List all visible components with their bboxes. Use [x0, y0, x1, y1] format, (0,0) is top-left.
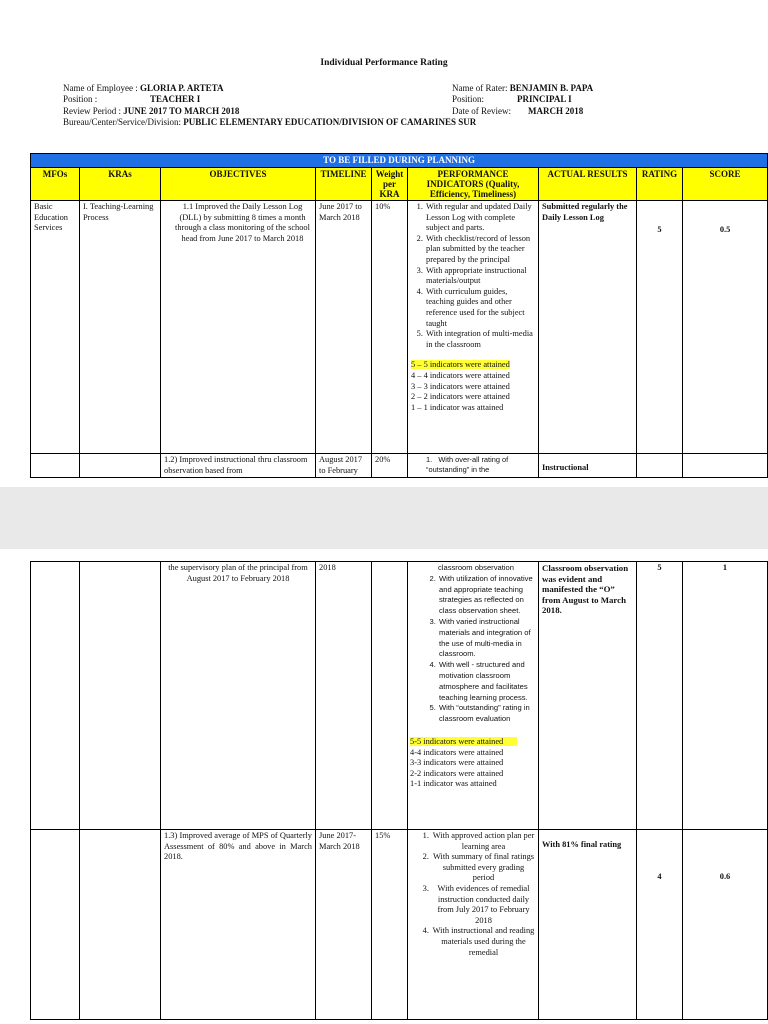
indicator-lead: classroom observation: [438, 563, 514, 572]
list-item: 4. With instructional and reading materials used during the remedial: [431, 926, 535, 958]
planning-band-row: [31, 154, 768, 168]
list-item: 2. With checklist/record of lesson plan submitted by the teacher prepared by the principal: [425, 234, 535, 266]
indicators-cell: [408, 201, 539, 454]
scale-line-highlighted: 5 – 5 indicators were attained: [411, 360, 510, 370]
list-item: 3. With appropriate instructional materials/output: [425, 266, 535, 287]
rater-label: Name of Rater:: [452, 83, 510, 93]
position-label: Position :: [63, 94, 98, 104]
scale-line: 4-4 indicators were attained: [410, 747, 504, 757]
weight-cell: 15%: [372, 830, 408, 1020]
indicator-list: [410, 574, 536, 725]
document-title: Individual Performance Rating: [320, 58, 448, 68]
col-rating: RATING: [637, 168, 683, 201]
col-weight: Weight per KRA: [372, 168, 408, 201]
bureau-label: Bureau/Center/Service/Division:: [63, 117, 184, 127]
rater-position-value: PRINCIPAL I: [517, 94, 572, 104]
list-item: 4. With well - structured and motivation classroom atmosphere and facilitates teaching learning process.: [438, 660, 536, 703]
objective-cell: 1.1 Improved the Daily Lesson Log (DLL) by submitting 8 times a month through a class monitoring of the school head from June 2017 to March 2018: [161, 201, 316, 454]
score-cell: 0.5: [683, 201, 768, 454]
kra-cell: I. Teaching-Learning Process: [80, 201, 161, 454]
performance-table-page-2: [30, 561, 768, 1020]
rating-cell: 4: [637, 830, 683, 1020]
table-row: [31, 201, 768, 454]
mfo-cell: Basic Education Services: [31, 201, 80, 454]
score-cell: 1: [683, 562, 768, 830]
indicators-cell: [408, 562, 539, 830]
list-item: 4. With curriculum guides, teaching guides and other reference used for the subject taught: [425, 287, 535, 329]
rating-scale: [410, 737, 536, 790]
objective-cell: 1.2) Improved instructional thru classroom observation based from: [161, 454, 316, 478]
table-row: [31, 454, 768, 478]
indicator-text: With over-all rating of “outstanding” in the: [426, 455, 509, 474]
document-page-2: [0, 549, 768, 1024]
list-item: 3. With varied instructional materials and integration of the use of multi-media in classroom.: [438, 617, 536, 660]
employee-label: Name of Employee :: [63, 83, 140, 93]
scale-line: 3-3 indicators were attained: [410, 758, 504, 768]
document-page-1: [0, 0, 768, 487]
objective-cell: the supervisory plan of the principal from August 2017 to February 2018: [161, 562, 316, 830]
weight-cell: 10%: [372, 201, 408, 454]
table-row: [31, 562, 768, 830]
objective-cell: 1.3) Improved average of MPS of Quarterly Assessment of 80% and above in March 2018.: [161, 830, 316, 1020]
list-item: 5. With integration of multi-media in the classroom: [425, 329, 535, 350]
scale-line: 3 – 3 indicators were attained: [411, 381, 510, 391]
weight-cell: 20%: [372, 454, 408, 478]
rater-name-line: [452, 83, 593, 95]
rater-position-label: Position:: [452, 94, 485, 104]
employee-name-line: [63, 83, 223, 95]
timeline-cell: 2018: [316, 562, 372, 830]
rater-name: BENJAMIN B. PAPA: [509, 83, 594, 93]
scale-line: 2 – 2 indicators were attained: [411, 392, 510, 402]
actual-result-cell: Instructional: [539, 454, 637, 478]
bureau-line: [63, 117, 476, 129]
review-period-label: Review Period :: [63, 106, 124, 116]
score-cell: 0.6: [683, 830, 768, 1020]
scale-line-highlighted: 5-5 indicators were attained: [410, 737, 517, 746]
review-date-value: MARCH 2018: [528, 106, 584, 116]
list-item: 3. With evidences of remedial instruction conducted daily from July 2017 to February 2018: [431, 884, 535, 926]
actual-result-cell: Submitted regularly the Daily Lesson Log: [539, 201, 637, 454]
col-kras: KRAs: [80, 168, 161, 201]
indicators-cell: [408, 830, 539, 1020]
review-period-line: [63, 106, 239, 118]
list-item: 1. With approved action plan per learning area: [431, 831, 535, 852]
planning-band: TO BE FILLED DURING PLANNING: [31, 154, 768, 168]
rating-scale: [411, 360, 535, 413]
list-item: 5. With “outstanding” rating in classroom evaluation: [438, 703, 536, 725]
list-item: 1. With regular and updated Daily Lesson Log with complete subject and parts.: [425, 202, 535, 234]
rating-cell: 5: [637, 562, 683, 830]
table-row: [31, 830, 768, 1020]
scale-line: 2-2 indicators were attained: [410, 768, 504, 778]
col-mfos: MFOs: [31, 168, 80, 201]
review-date-label: Date of Review:: [452, 106, 511, 116]
scale-line: 1 – 1 indicator was attained: [411, 402, 504, 412]
indicator-list: [411, 202, 535, 350]
list-item: 2. With summary of final ratings submitted every grading period: [431, 852, 535, 884]
col-score: SCORE: [683, 168, 768, 201]
actual-result-cell: Classroom observation was evident and manifested the “O” from August to March 2018.: [539, 562, 637, 830]
indicator-list: [411, 831, 535, 958]
scale-line: 1-1 indicator was attained: [410, 779, 497, 789]
timeline-cell: August 2017 to February: [316, 454, 372, 478]
timeline-cell: June 2017 to March 2018: [316, 201, 372, 454]
col-actual-results: ACTUAL RESULTS: [539, 168, 637, 201]
rating-cell: 5: [637, 201, 683, 454]
bureau-value: PUBLIC ELEMENTARY EDUCATION/DIVISION OF CAMARINES SUR: [183, 117, 477, 127]
review-period-value: JUNE 2017 TO MARCH 2018: [123, 106, 240, 116]
employee-name: GLORIA P. ARTETA: [139, 83, 224, 93]
performance-table-page-1: [30, 153, 768, 478]
position-value: TEACHER I: [150, 94, 201, 104]
scale-line: 4 – 4 indicators were attained: [411, 370, 510, 380]
actual-result-cell: With 81% final rating: [539, 830, 637, 1020]
list-item: 2. With utilization of innovative and appropriate teaching strategies as reflected on class observation sheet.: [438, 574, 536, 617]
col-indicators: PERFORMANCE INDICATORS (Quality, Efficiency, Timeliness): [408, 168, 539, 201]
col-objectives: OBJECTIVES: [161, 168, 316, 201]
indicators-cell: 1. With over-all rating of “outstanding” in the: [408, 454, 539, 478]
timeline-cell: June 2017- March 2018: [316, 830, 372, 1020]
col-timeline: TIMELINE: [316, 168, 372, 201]
column-header-row: [31, 168, 768, 201]
